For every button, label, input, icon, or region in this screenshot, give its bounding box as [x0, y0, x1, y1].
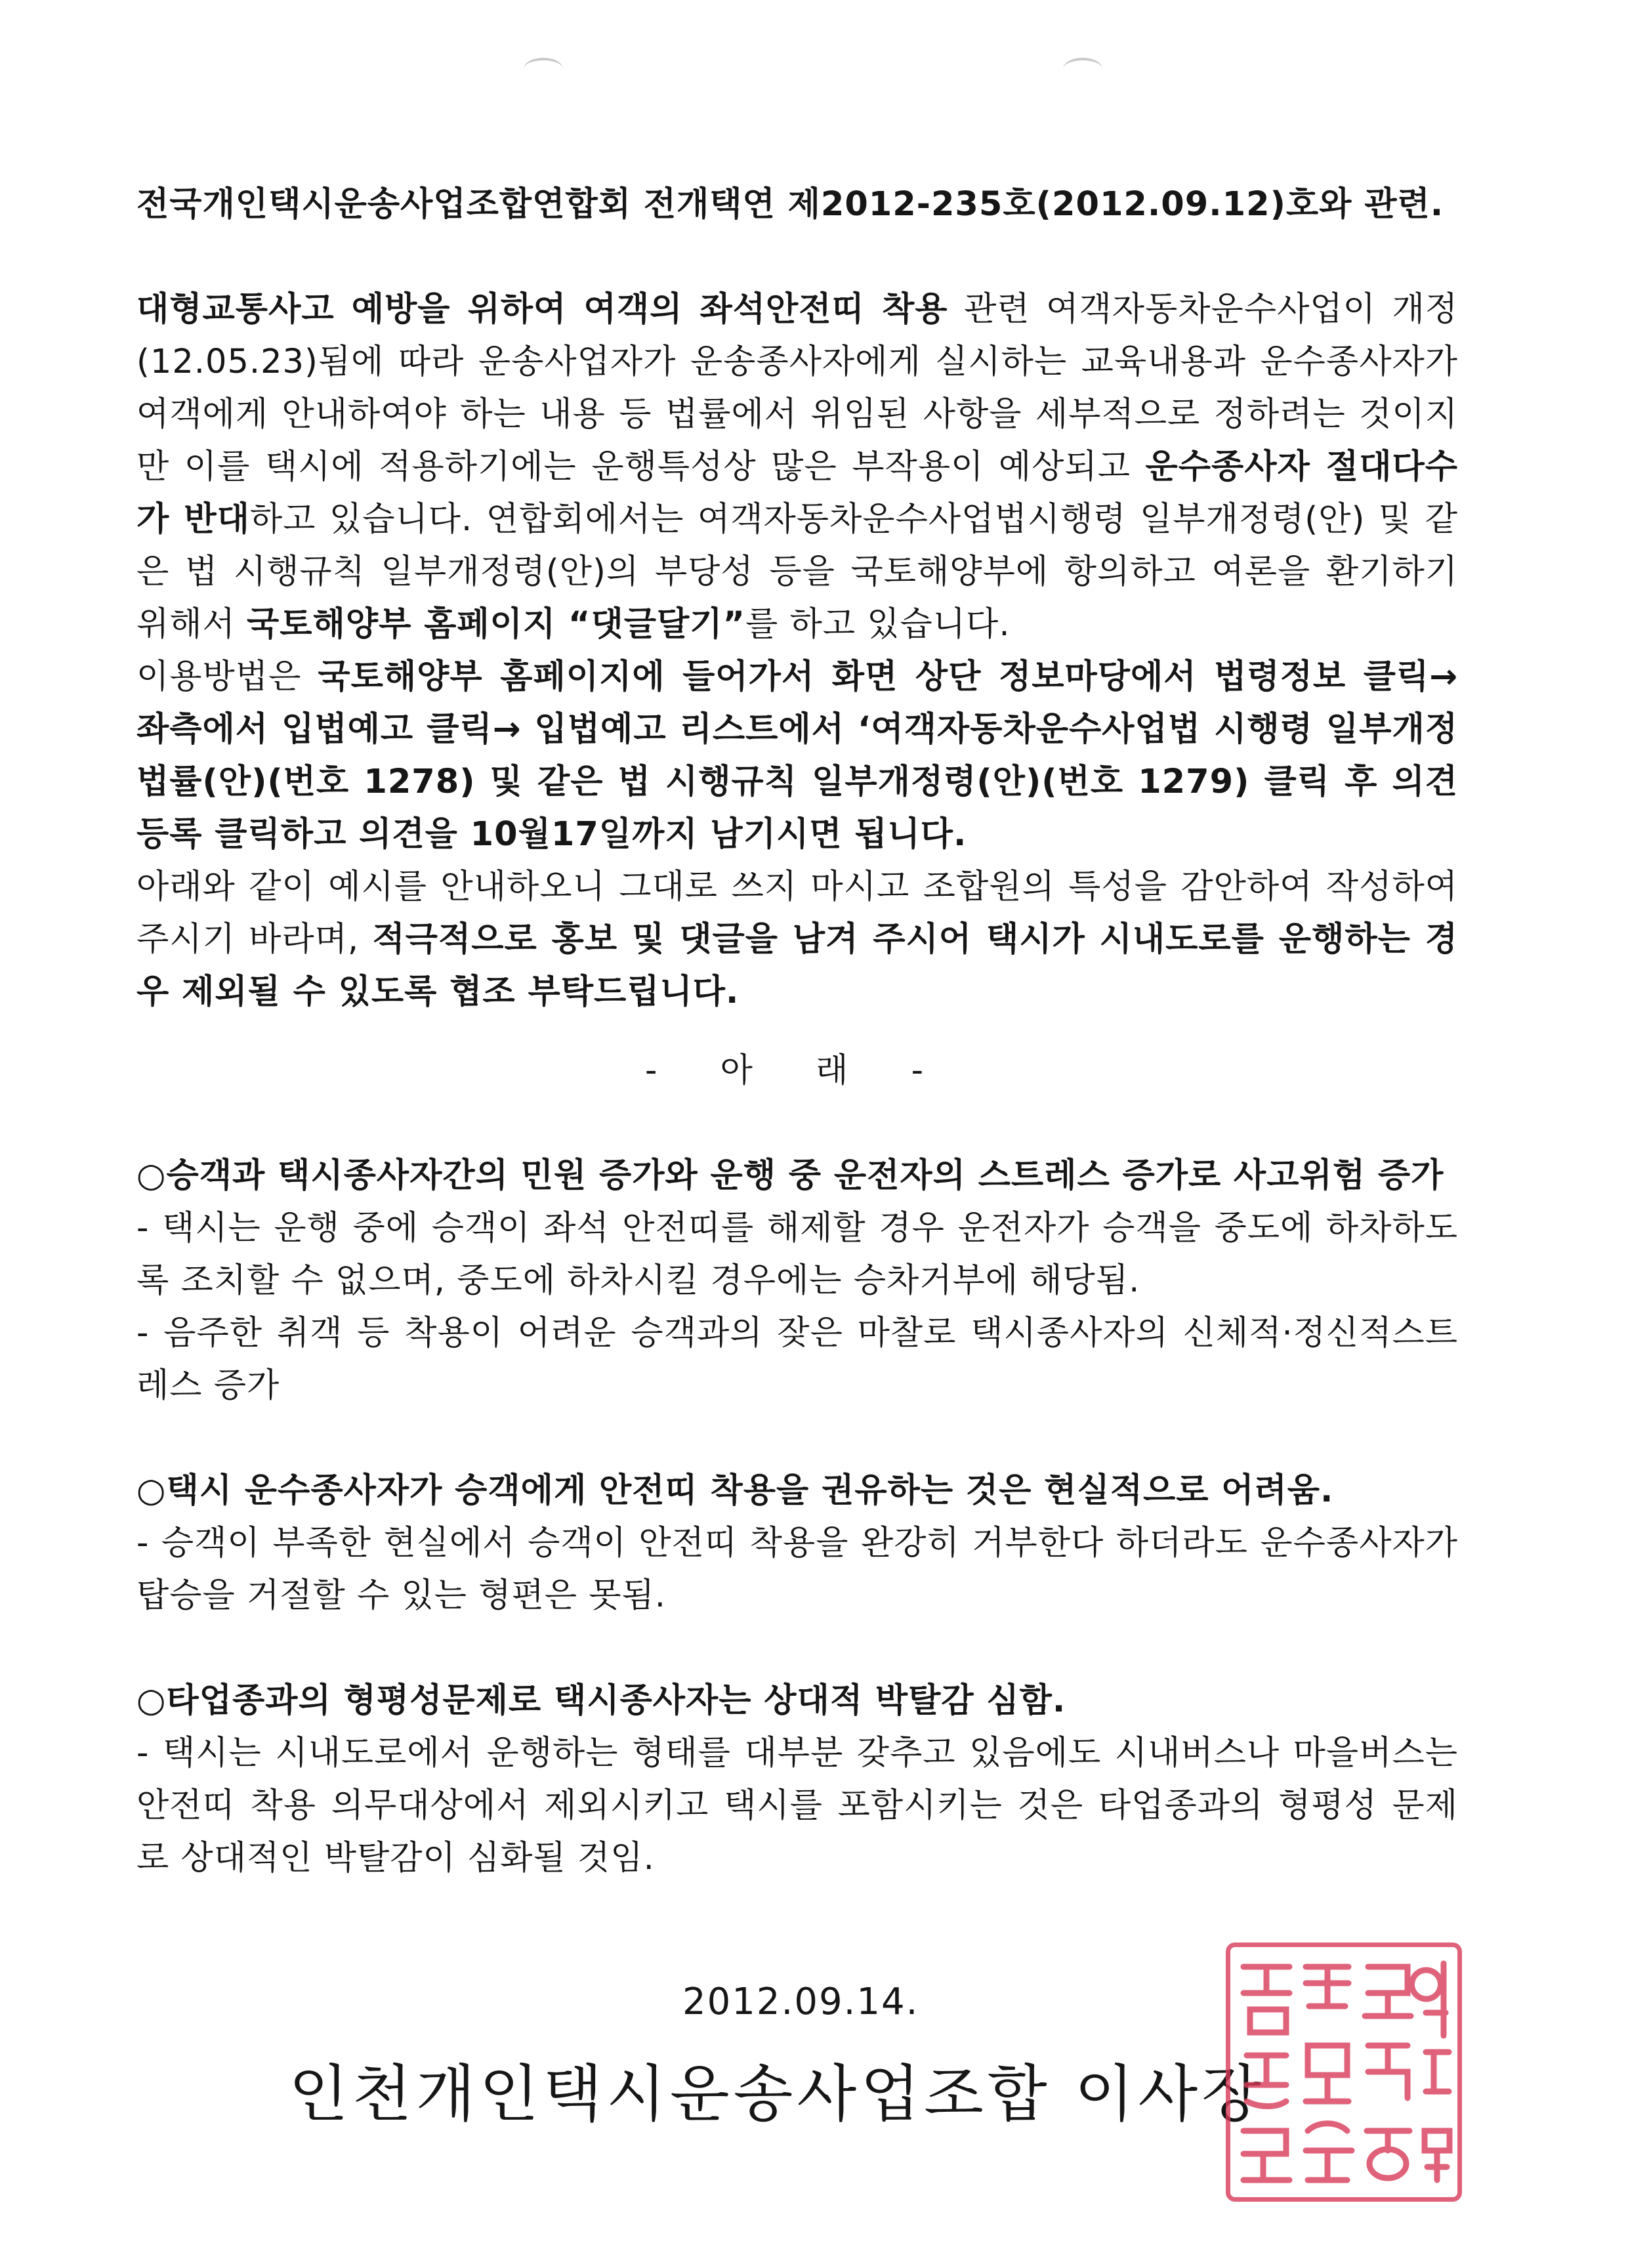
document-body — [136, 178, 1458, 1885]
official-seal-stamp — [1226, 1942, 1462, 2202]
item-3-detail-1: - 택시는 시내도로에서 운행하는 형태를 대부분 갖추고 있음에도 시내버스나 마을버스는 안전띠 착용 의무대상에서 제외시키고 택시를 포함시키는 것은 타업종과의 형평성 문제로 상대적인 박탈감이 심화될 것임. — [136, 1734, 1458, 1878]
para1-text2: 하고 있습니다. 연합회에서는 여객자동차운수사업법시행령 일부개정령(안) 및 같은 법 시행규칙 일부개정령(안)의 부당성 등을 국토해양부에 항의하고 여론을 환기하기 위해서 — [136, 500, 1458, 644]
intro-paragraph: 전국개인택시운송사업조합연합회 전개택연 제2012-235호(2012.09.12)호와 관련. — [136, 185, 1444, 224]
punch-hole-left — [524, 58, 563, 80]
item-1-detail-2: - 음주한 취객 등 착용이 어려운 승객과의 잦은 마찰로 택시종사자의 신체적·정신적스트레스 증가 — [136, 1314, 1458, 1405]
signer-title: 인천개인택시운송사업조합 이사장 — [289, 2059, 1265, 2130]
para1-bold-lead: 대형교통사고 예방을 위하여 여객의 좌석안전띠 착용 — [136, 290, 948, 329]
paragraph-request — [136, 861, 1458, 1018]
para2-text1: 이용방법은 — [136, 658, 318, 696]
paragraph-usage — [136, 651, 1458, 861]
para1-bold-mid: 운수종사자 절대다수가 반대 — [136, 448, 1458, 539]
para1-text1: 관련 여객자동차운수사업이 개정(12.05.23)됨에 따라 운송사업자가 운송종사자에게 실시하는 교육내용과 운수종사자가 여객에게 안내하여야 하는 내용 등 법률에서 위임된 사항을 세부적으로 정하려는 것이지만 이를 택시에 적용하기에는 운행특성상 많은 부작용이 예상되고 — [136, 290, 1458, 486]
seal-glyphs — [1230, 1947, 1457, 2197]
para3-text1: 아래와 같이 예시를 안내하오니 그대로 쓰지 마시고 조합원의 특성을 감안하여 작성하여 주시기 바라며, — [136, 868, 1458, 959]
section-title: - 아 래 - — [645, 1051, 950, 1090]
para1-text3: 를 하고 있습니다. — [745, 605, 1011, 644]
item-2-detail-1: - 승객이 부족한 현실에서 승객이 안전띠 착용을 완강히 거부한다 하더라도 운수종사자가 탑승을 거절할 수 있는 형편은 못됨. — [136, 1524, 1458, 1615]
para3-bold: 적극적으로 홍보 및 댓글을 남겨 주시어 택시가 시내도로를 운행하는 경우 제외될 수 있도록 협조 부탁드립니다. — [136, 920, 1459, 1011]
paragraph-background — [136, 284, 1458, 651]
item-1-detail-1: - 택시는 운행 중에 승객이 좌석 안전띠를 해제할 경우 운전자가 승객을 중도에 하차하도록 조치할 수 없으며, 중도에 하차시킬 경우에는 승차거부에 해당됨. — [136, 1209, 1458, 1300]
item-heading-3: ○타업종과의 형평성문제로 택시종사자는 상대적 박탈감 심함. — [136, 1681, 1066, 1720]
para1-bold-end: 국토해양부 홈페이지 “댓글달기” — [247, 605, 746, 644]
punch-hole-right — [1063, 58, 1102, 80]
item-heading-2: ○택시 운수종사자가 승객에게 안전띠 착용을 권유하는 것은 현실적으로 어려움. — [136, 1471, 1334, 1510]
para2-bold: 국토해양부 홈페이지에 들어가서 화면 상단 정보마당에서 법령정보 클릭→ 좌측에서 입법예고 클릭→ 입법예고 리스트에서 ‘여객자동차운수사업법 시행령 일부개정법률(안)(번호 1278) 및 같은 법 시행규칙 일부개정령(안)(번호 1279) 클릭 후 의견 등록 클릭하고 의견을 10월17일까지 남기시면 됩니다. — [136, 658, 1459, 854]
item-heading-1: ○승객과 택시종사자간의 민원 증가와 운행 중 운전자의 스트레스 증가로 사고위험 증가 — [136, 1156, 1444, 1195]
document-date: 2012.09.14. — [682, 1981, 919, 2023]
